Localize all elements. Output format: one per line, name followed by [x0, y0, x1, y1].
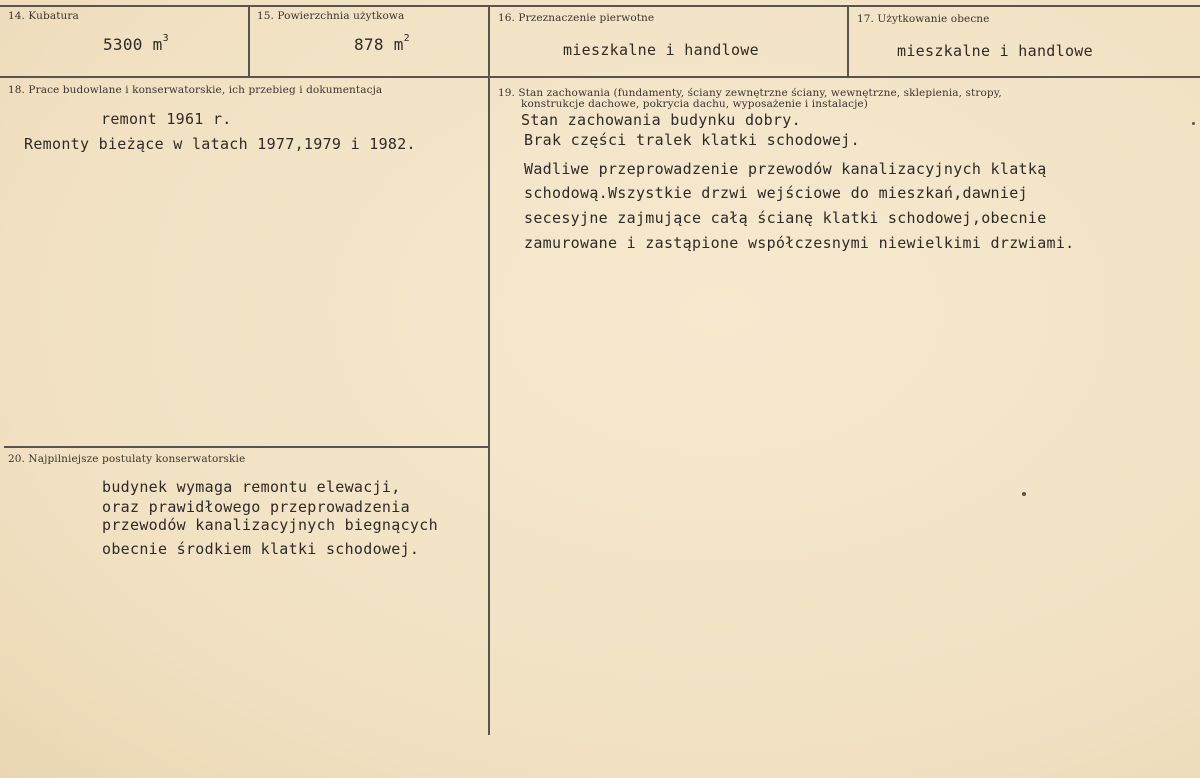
- divider-16-17: [847, 5, 849, 77]
- left-column-divider: [4, 446, 488, 448]
- divider-14-15: [248, 5, 250, 77]
- ink-dot: [1022, 492, 1026, 496]
- kubatura-exponent: 3: [162, 32, 169, 44]
- prace-line: remont 1961 r.: [101, 110, 232, 128]
- postulaty-label: 20. Najpilniejsze postulaty konserwatorskie: [8, 453, 246, 465]
- postulaty-line: budynek wymaga remontu elewacji,: [102, 478, 401, 496]
- stan-label: 19. Stan zachowania (fundamenty, ściany zewnętrzne ściany, wewnętrzne, sklepienia, stropy,: [498, 87, 1002, 99]
- ink-dot: [1192, 122, 1195, 125]
- powierzchnia-value: [354, 32, 410, 54]
- kubatura-value: [103, 32, 169, 54]
- main-column-divider: [488, 5, 490, 735]
- stan-line: secesyjne zajmujące całą ścianę klatki schodowej,obecnie: [524, 209, 1047, 227]
- postulaty-line: obecnie środkiem klatki schodowej.: [102, 540, 420, 558]
- stan-line: schodową.Wszystkie drzwi wejściowe do mieszkań,dawniej: [524, 184, 1028, 202]
- prace-label: 18. Prace budowlane i konserwatorskie, ich przebieg i dokumentacja: [8, 84, 383, 96]
- powierzchnia-exponent: 2: [403, 32, 410, 44]
- header-row-divider: [0, 76, 1200, 78]
- stan-label: konstrukcje dachowe, pokrycia dachu, wyposażenie i instalacje): [521, 98, 868, 110]
- uzytkowanie-value: mieszkalne i handlowe: [897, 42, 1093, 60]
- powierzchnia-number: 878 m: [354, 35, 404, 54]
- kubatura-label: 14. Kubatura: [8, 10, 79, 22]
- stan-line: Stan zachowania budynku dobry.: [521, 111, 801, 129]
- postulaty-line: przewodów kanalizacyjnych biegnących: [102, 516, 438, 534]
- stan-line: zamurowane i zastąpione współczesnymi niewielkimi drzwiami.: [524, 234, 1075, 252]
- kubatura-number: 5300 m: [103, 35, 163, 54]
- przeznaczenie-label: 16. Przeznaczenie pierwotne: [498, 12, 655, 24]
- stan-line: Wadliwe przeprowadzenie przewodów kanalizacyjnych klatką: [524, 160, 1047, 178]
- postulaty-line: oraz prawidłowego przeprowadzenia: [102, 498, 410, 516]
- powierzchnia-label: 15. Powierzchnia użytkowa: [257, 10, 405, 22]
- stan-line: Brak części tralek klatki schodowej.: [524, 131, 860, 149]
- top-border: [0, 5, 1200, 7]
- prace-line: Remonty bieżące w latach 1977,1979 i 1982.: [24, 135, 416, 153]
- przeznaczenie-value: mieszkalne i handlowe: [563, 41, 759, 59]
- uzytkowanie-label: 17. Użytkowanie obecne: [857, 13, 990, 25]
